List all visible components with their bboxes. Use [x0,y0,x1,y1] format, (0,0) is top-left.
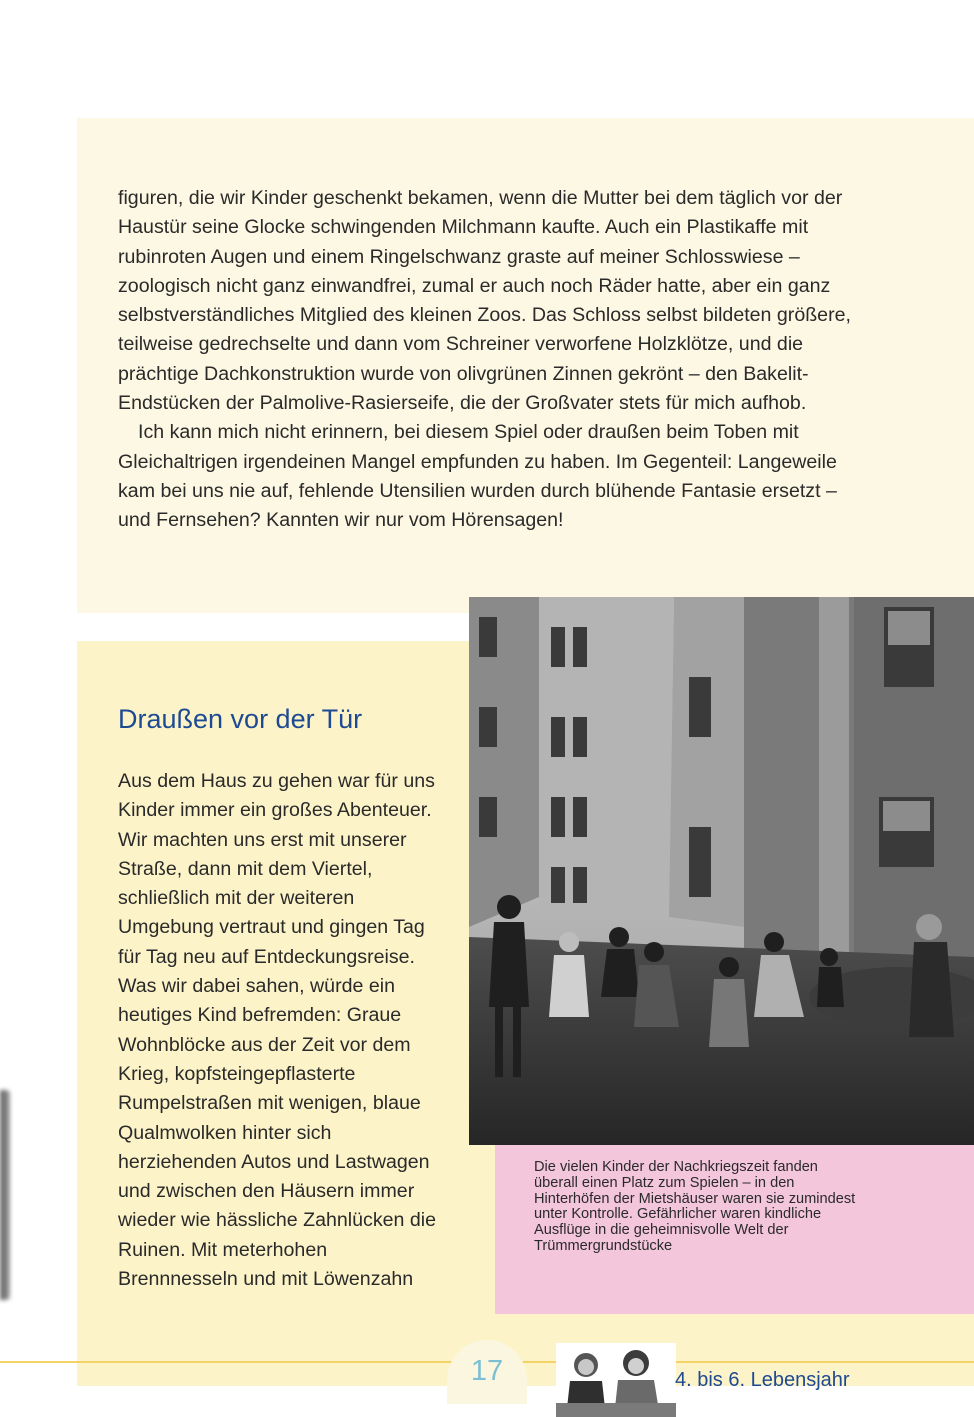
section-heading: Draußen vor der Tür [118,704,363,734]
section-label: 4. bis 6. Lebensjahr [675,1369,850,1391]
main-text [118,184,863,536]
photo-children-backyard [469,597,974,1145]
photo-illustration [469,597,974,1145]
footer-photo-illustration [556,1343,676,1417]
photo-caption: Die vielen Kinder der Nachkriegszeit fanden überall einen Platz zum Spielen – in den Hinterhöfen der Mietshäuser waren sie zumindest unter Kontrolle. Gefährlicher waren kindliche Ausflüge in die geheimnisvolle Welt der Trümmergrundstücke [534,1159,856,1254]
footer-photo-children [556,1343,676,1417]
page-edge-shadow [0,1090,10,1300]
section-body: Aus dem Haus zu gehen war für uns Kinder immer ein großes Abenteuer. Wir machten uns erst mit unserer Straße, dann mit dem Viertel, schließlich mit der weiteren Umgebung vertraut und gingen Tag für Tag neu auf Entdeckungsreise. Was wir dabei sahen, würde ein heutiges Kind befremden: Graue Wohnblöcke aus der Zeit vor dem Krieg, kopfsteingepflasterte Rumpelstraßen mit wenigen, blaue Qualmwolken hinter sich herziehenden Autos und Lastwagen und zwischen den Häusern immer wieder wie hässliche Zahnlücken die Ruinen. Mit meterhohen Brennnesseln und mit Löwenzahn [118,770,437,1291]
paragraph-2: Ich kann mich nicht erinnern, bei diesem Spiel oder draußen beim Toben mit Gleichaltrigen irgendeinen Mangel empfunden zu haben. Im Gegenteil: Langeweile kam bei uns nie auf, fehlende Utensilien wurden durch blühende Fantasie ersetzt – und Fernsehen? Kannten wir nur vom Hörensagen! [118,421,837,532]
paragraph-1: figuren, die wir Kinder geschenkt bekamen, wenn die Mutter bei dem täglich vor der Haustür seine Glocke schwingenden Milchmann kaufte. Auch ein Plastikaffe mit rubinroten Augen und einem Ringelschwanz graste auf meiner Schlosswiese – zoologisch nicht ganz einwandfrei, zumal er auch noch Räder hatte, aber ein ganz selbstverständliches Mitglied des kleinen Zoos. Das Schloss selbst bildeten größere, teilweise gedrechselte und dann vom Schreiner verworfene Holzklötze, und die prächtige Dachkonstruktion wurde von olivgrünen Zinnen gekrönt – den Bakelit-Endstücken der Palmolive-Rasierseife, die der Großvater stets für mich aufhob. [118,187,851,415]
page-number: 17 [470,1355,504,1387]
